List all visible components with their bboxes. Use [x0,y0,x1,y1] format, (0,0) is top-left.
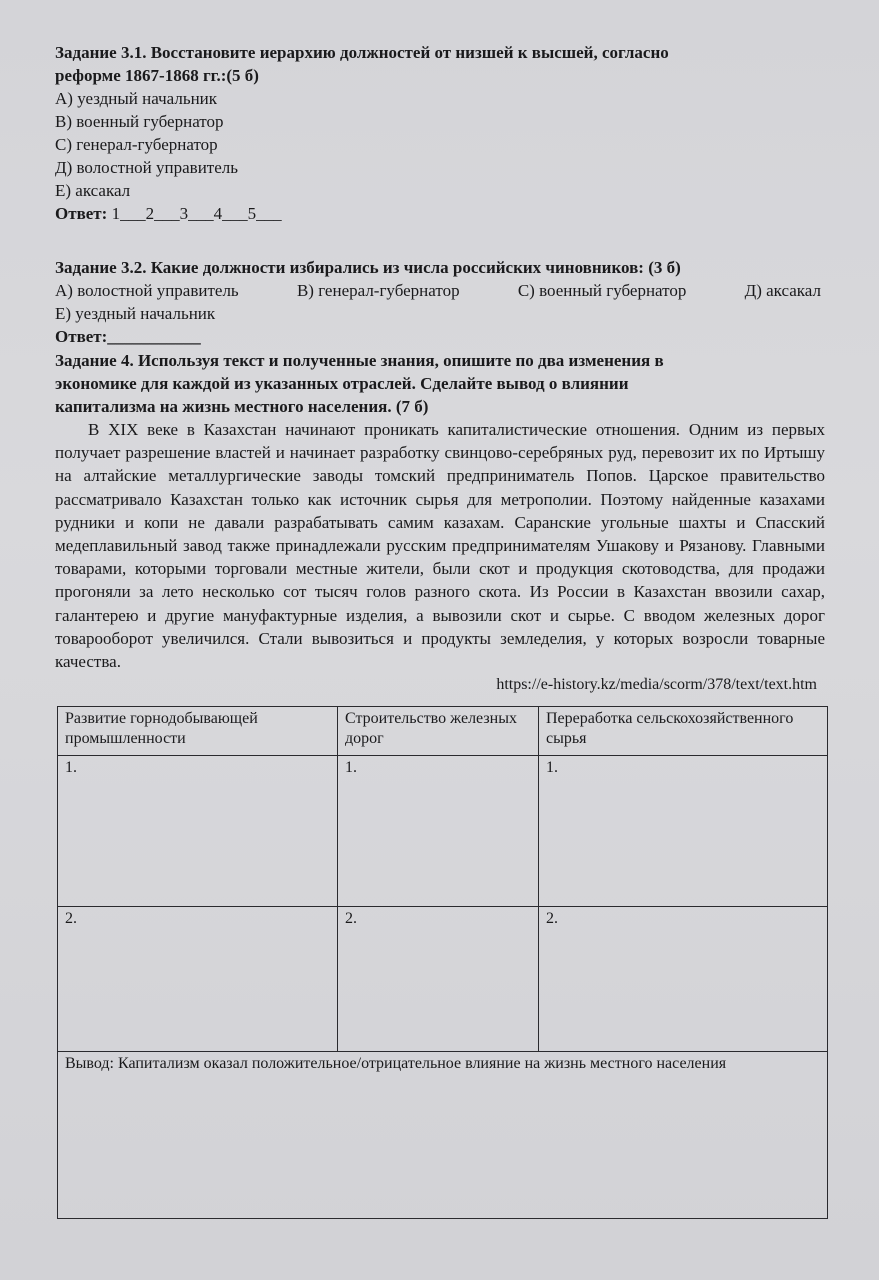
task-3-1-option-b: В) военный губернатор [55,112,224,131]
answer-cell-mining-2[interactable]: 2. [58,907,338,1052]
task-4-title-line3: капитализма на жизнь местного населения. (7 б) [55,397,429,416]
task-3-2-option-b: В) генерал-губернатор [296,281,460,300]
task-4-title-line1: Задание 4. Используя текст и полученные знания, опишите по два изменения в [55,351,664,370]
task-3-1-answer [55,202,825,225]
answer-cell-railways-2[interactable]: 2. [338,907,539,1052]
answer-cell-mining-1[interactable]: 1. [58,756,338,907]
task-4-passage [55,418,825,673]
task-3-2-title: Задание 3.2. Какие должности избирались из числа российских чиновников: (3 б) [55,258,681,277]
passage-text: В XIX веке в Казахстан начинают проникать капиталистические отношения. Одним из первых получает разрешение властей и начинает разработку свинцово-серебряных руд, перевозит их по Иртышу на алтайские металлургические заводы томский предприниматель Попов. Царское правительство рассматривало Казахстан только как источник сырья для метрополии. Поэтому найденные казахами рудники и копи не давали разрабатывать самим казахам. Саранские угольные шахты и Спасский медеплавильный завод также принадлежали русским предпринимателям Ушакову и Рязанову. Главными товарами, которыми торговали местные жители, были скот и продукция скотоводства, для продажи прогоняли за лето несколько сот тысяч голов разного скота. Из России в Казахстан ввозили сахар, галантерею и другие мануфактурные изделия, а вывозили скот и сырье. С вводом железных дорог товарооборот увеличился. Стали вывозиться и продукты земледелия, у которых возросли товарные качества. [55,420,825,672]
answer-cell-agri-1[interactable]: 1. [539,756,828,907]
task-3-1-title-line1: Задание 3.1. Восстановите иерархию должностей от низшей к высшей, согласно [55,43,669,62]
header-railways: Строительство железных дорог [338,707,539,756]
header-agri-processing: Переработка сельскохозяйственного сырья [539,707,828,756]
task-4 [55,349,825,695]
task-3-2-answer[interactable]: Ответ:___________ [55,327,201,346]
task-3-1-option-c: С) генерал-губернатор [55,135,218,154]
header-mining: Развитие горнодобывающей промышленности [58,707,338,756]
task-3-1-option-e: Е) аксакал [55,181,131,200]
answer-table [57,706,828,1219]
task-3-2-option-d: Д) аксакал [744,281,821,300]
table-row [58,756,828,907]
task-3-1-option-a: А) уездный начальник [55,89,218,108]
source-url: https://e-history.kz/media/scorm/378/text/text.htm [496,676,817,694]
conclusion-cell[interactable]: Вывод: Капитализм оказал положительное/отрицательное влияние на жизнь местного населения [58,1052,828,1219]
answer-cell-railways-1[interactable]: 1. [338,756,539,907]
task-3-1 [55,41,825,225]
task-3-1-answer-label: Ответ: [55,204,108,223]
task-3-1-option-d: Д) волостной управитель [55,158,238,177]
task-3-2-option-a: А) волостной управитель [55,281,239,300]
table-header-row [58,707,828,756]
task-3-2 [55,256,825,348]
task-3-2-options-row [55,279,821,302]
answer-cell-agri-2[interactable]: 2. [539,907,828,1052]
task-3-2-option-e: Е) уездный начальник [55,304,216,323]
conclusion-row [58,1052,828,1219]
task-3-1-answer-blanks[interactable]: 1___2___3___4___5___ [111,204,282,223]
task-3-1-title-line2: реформе 1867-1868 гг.:(5 б) [55,66,259,85]
task-3-2-option-c: С) военный губернатор [517,281,687,300]
task-4-title-line2: экономике для каждой из указанных отраслей. Сделайте вывод о влиянии [55,374,629,393]
table-row [58,907,828,1052]
